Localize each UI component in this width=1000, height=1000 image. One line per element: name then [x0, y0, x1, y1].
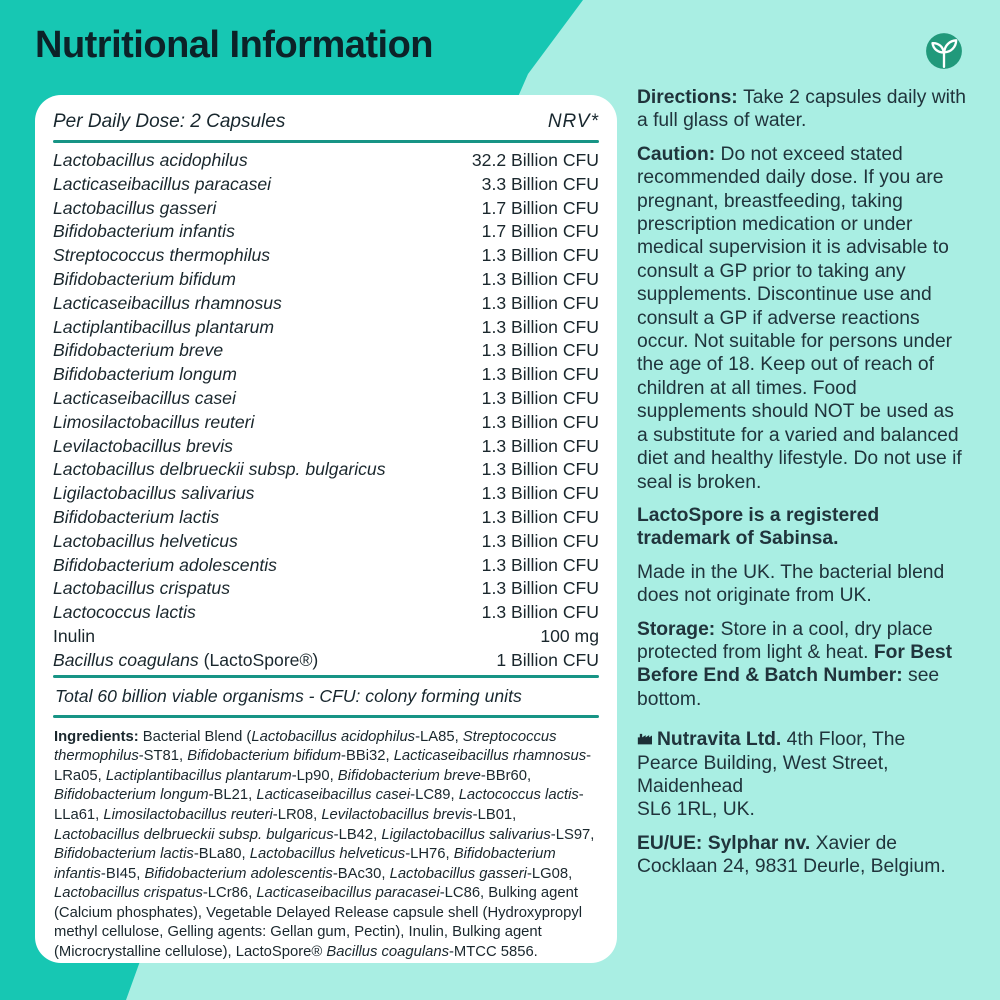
strain-name: Bifidobacterium breve [53, 340, 224, 361]
strain-name: Lactiplantibacillus plantarum [53, 316, 275, 337]
table-row [53, 530, 599, 554]
info-paragraph: LactoSpore is a registered trademark of Sabinsa. [637, 504, 880, 550]
table-row [53, 316, 599, 340]
strain-amount: 1.3 Billion CFU [481, 245, 599, 266]
table-row [53, 435, 599, 459]
strain-name: Bifidobacterium bifidum [53, 268, 236, 289]
strain-name: Lactococcus lactis [53, 602, 196, 623]
info-paragraph: Nutravita Ltd. 4th Floor, The Pearce Building, West Street, Maidenhead SL6 1RL, UK. [637, 729, 906, 821]
strain-name: Bifidobacterium adolescentis [53, 554, 277, 575]
info-paragraph: EU/UE: Sylphar nv. Xavier de Cocklaan 24, 9831 Deurle, Belgium. [637, 832, 946, 878]
strain-amount: 1.3 Billion CFU [481, 292, 599, 313]
strain-amount: 3.3 Billion CFU [481, 173, 599, 194]
strain-amount: 1.3 Billion CFU [481, 316, 599, 337]
info-paragraph: Directions: Take 2 capsules daily with a full glass of water. [637, 87, 966, 132]
strain-amount: 1.3 Billion CFU [481, 435, 599, 456]
panel-header-nrv: NRV* [547, 111, 599, 132]
strain-amount: 1.3 Billion CFU [481, 364, 599, 385]
strain-name: Lactobacillus crispatus [53, 578, 231, 599]
strain-name: Lactobacillus helveticus [53, 530, 238, 551]
ingredients-paragraph: Ingredients: Bacterial Blend (Lactobacillus acidophilus-LA85, Streptococcus thermophilus-ST81, Bifidobacterium bifidum-BBi32, Lacticaseibacillus rhamnosus-LRa05, Lactiplantibacillus plantarum-Lp90, Bifidobacterium breve-BBr60, Bifidobacterium longum-BL21, Lacticaseibacillus casei-LC89, Lactococcus lactis-LLa61, Limosilactobacillus reuteri-LR08, Levilactobacillus brevis-LB01, Lactobacillus delbrueckii subsp. bulgaricus-LB42, Ligilactobacillus salivarius-LS97, Bifidobacterium lactis-BLa80, Lactobacillus helveticus-LH76, Bifidobacterium infantis-BI45, Bifidobacterium adolescentis-BAc30, Lactobacillus gasseri-LG08, Lactobacillus crispatus-LCr86, Lacticaseibacillus paracasei-LC86, Bulking agent (Calcium phosphates), Vegetable Delayed Release capsule shell (Hydroxypropyl methyl cellulose, Gelling agents: Gellan gum, Pectin), Inulin, Bulking agent (Microcrystalline cellulose), LactoSpore® Bacillus coagulans-MTCC 5856. [54, 728, 595, 961]
table-row [53, 149, 599, 173]
table-row [53, 506, 599, 530]
table-row [53, 411, 599, 435]
table-row [53, 482, 599, 506]
strain-amount: 1.3 Billion CFU [481, 387, 599, 408]
table-row [53, 220, 599, 244]
strain-amount: 1 Billion CFU [496, 649, 599, 670]
strain-amount: 1.3 Billion CFU [481, 506, 599, 527]
total-note: Total 60 billion viable organisms - CFU: colony forming units [55, 685, 522, 706]
strain-amount: 1.3 Billion CFU [481, 483, 599, 504]
strain-amount: 1.3 Billion CFU [481, 578, 599, 599]
strain-amount: 1.3 Billion CFU [481, 530, 599, 551]
strain-amount: 1.3 Billion CFU [481, 459, 599, 480]
sprout-icon [924, 31, 964, 71]
info-paragraph: Storage: Store in a cool, dry place protected from light & heat. For Best Before End & Batch Number: see bottom. [637, 618, 953, 710]
strain-amount: 32.2 Billion CFU [471, 150, 599, 170]
strain-name: Lacticaseibacillus rhamnosus [53, 292, 282, 313]
strain-name: Ligilactobacillus salivarius [53, 483, 255, 504]
table-row [53, 339, 599, 363]
table-row [53, 363, 599, 387]
strain-name: Bacillus coagulans (LactoSpore®) [53, 649, 319, 670]
table-row [53, 292, 599, 316]
strain-amount: 1.3 Billion CFU [481, 554, 599, 575]
strain-name: Streptococcus thermophilus [53, 245, 271, 266]
nutrition-panel [35, 95, 617, 963]
strain-amount: 1.3 Billion CFU [481, 340, 599, 361]
strain-name: Lactobacillus acidophilus [53, 150, 248, 170]
strain-name: Bifidobacterium longum [53, 364, 237, 385]
strain-amount: 1.3 Billion CFU [481, 411, 599, 432]
strain-name: Limosilactobacillus reuteri [53, 411, 255, 432]
strain-amount: 1.3 Billion CFU [481, 268, 599, 289]
table-row [53, 625, 599, 649]
strain-name: Inulin [53, 625, 96, 646]
strain-amount: 1.3 Billion CFU [481, 602, 599, 623]
page-title: Nutritional Information [35, 24, 434, 66]
factory-icon [637, 733, 652, 745]
table-row [53, 173, 599, 197]
strain-amount: 100 mg [540, 625, 599, 646]
strain-amount: 1.7 Billion CFU [481, 221, 599, 242]
table-row [53, 197, 599, 221]
brand-logo [924, 31, 964, 71]
info-paragraph: Caution: Do not exceed stated recommended daily dose. If you are pregnant, breastfeeding, taking prescription medication or under medical supervision it is advisable to consult a GP prior to taking any supplements. Discontinue use and consult a GP if adverse reactions occur. Not suitable for persons under the age of 18. Keep out of reach of children at all times. Food supplements should NOT be used as a substitute for a varied and balanced diet and healthy lifestyle. Do not use if seal is broken. [637, 143, 962, 493]
panel-header-dose: Per Daily Dose: 2 Capsules [53, 111, 286, 132]
strain-name: Lacticaseibacillus casei [53, 387, 236, 408]
table-row [53, 244, 599, 268]
table-row [53, 268, 599, 292]
strain-name: Lactobacillus gasseri [53, 197, 217, 218]
table-row [53, 601, 599, 625]
table-row [53, 577, 599, 601]
strain-amount: 1.7 Billion CFU [481, 197, 599, 218]
table-row [53, 554, 599, 578]
table-row [53, 387, 599, 411]
strain-name: Lacticaseibacillus paracasei [53, 173, 272, 194]
table-row [53, 458, 599, 482]
info-paragraph: Made in the UK. The bacterial blend does not originate from UK. [637, 561, 945, 607]
right-column [637, 86, 967, 889]
panel-header [53, 109, 599, 140]
strain-name: Bifidobacterium lactis [53, 506, 220, 527]
strain-name: Bifidobacterium infantis [53, 221, 235, 242]
strain-name: Lactobacillus delbrueckii subsp. bulgaricus [53, 459, 386, 480]
table-row [53, 649, 599, 673]
strain-name: Levilactobacillus brevis [53, 435, 233, 456]
strain-table [53, 143, 599, 675]
